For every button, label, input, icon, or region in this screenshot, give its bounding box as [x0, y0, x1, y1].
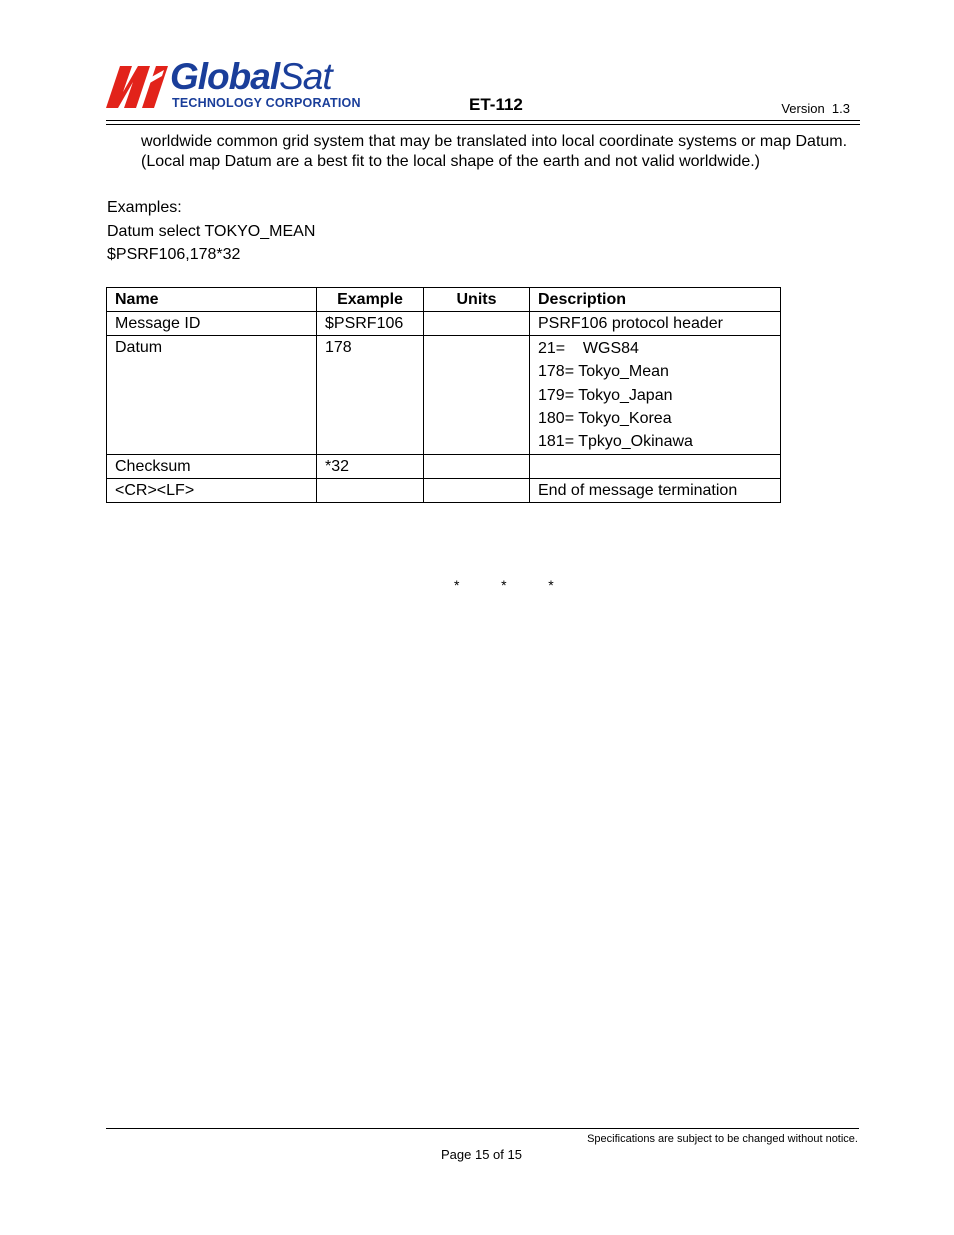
- datum-option: 181= Tpkyo_Okinawa: [538, 433, 693, 451]
- logo-subtitle: TECHNOLOGY CORPORATION: [172, 96, 361, 110]
- table-row: [107, 455, 781, 479]
- datum-option: 21= WGS84: [538, 340, 639, 357]
- cell-units: [424, 312, 530, 336]
- cell-example: 178: [317, 336, 424, 455]
- footer-notice: Specifications are subject to be changed without notice.: [587, 1133, 858, 1145]
- examples-label: Examples:: [107, 199, 182, 216]
- header-rule-thin: [106, 124, 860, 125]
- document-title: ET-112: [469, 95, 523, 114]
- cell-description: [530, 336, 781, 455]
- cell-name: Checksum: [107, 455, 317, 479]
- table-row: [107, 336, 781, 455]
- cell-description: [530, 455, 781, 479]
- version-label: Version 1.3: [781, 101, 850, 116]
- column-header-description: Description: [530, 288, 781, 312]
- cell-example: *32: [317, 455, 424, 479]
- intro-paragraph: [141, 132, 861, 172]
- page-header: [106, 56, 860, 126]
- table-row: [107, 479, 781, 503]
- page-number: Page 15 of 15: [441, 1147, 522, 1162]
- globalsat-logo-mark-icon: [106, 62, 168, 110]
- cell-units: [424, 479, 530, 503]
- table-row: [107, 312, 781, 336]
- cell-name: Message ID: [107, 312, 317, 336]
- example-datum-select: Datum select TOKYO_MEAN: [107, 222, 316, 240]
- column-header-units: Units: [424, 288, 530, 312]
- cell-units: [424, 455, 530, 479]
- datum-option: 178= Tokyo_Mean: [538, 363, 669, 381]
- footer-rule: [106, 1128, 859, 1129]
- datum-option: 180= Tokyo_Korea: [538, 409, 672, 427]
- section-separator: * * *: [454, 577, 554, 593]
- cell-example: [317, 479, 424, 503]
- example-command: $PSRF106,178*32: [107, 246, 241, 263]
- parameter-table: [106, 287, 781, 503]
- intro-line-1: worldwide common grid system that may be translated into local coordinate systems or map Datum.: [141, 133, 848, 150]
- cell-units: [424, 336, 530, 455]
- intro-line-2: (Local map Datum are a best fit to the local shape of the earth and not valid worldwide.): [141, 153, 761, 170]
- cell-example: $PSRF106: [317, 312, 424, 336]
- column-header-name: Name: [107, 288, 317, 312]
- logo-wordmark: [170, 56, 332, 98]
- logo-wordmark-light: Sat: [279, 56, 332, 97]
- cell-name: Datum: [107, 336, 317, 455]
- examples-block: [107, 196, 315, 267]
- cell-description: End of message termination: [530, 479, 781, 503]
- column-header-example: Example: [317, 288, 424, 312]
- globalsat-logo: [106, 56, 361, 112]
- cell-description: PSRF106 protocol header: [530, 312, 781, 336]
- table-header-row: [107, 288, 781, 312]
- header-rule-thick: [106, 120, 860, 121]
- cell-name: <CR><LF>: [107, 479, 317, 503]
- datum-option: 179= Tokyo_Japan: [538, 386, 673, 404]
- logo-wordmark-bold: Global: [170, 56, 280, 97]
